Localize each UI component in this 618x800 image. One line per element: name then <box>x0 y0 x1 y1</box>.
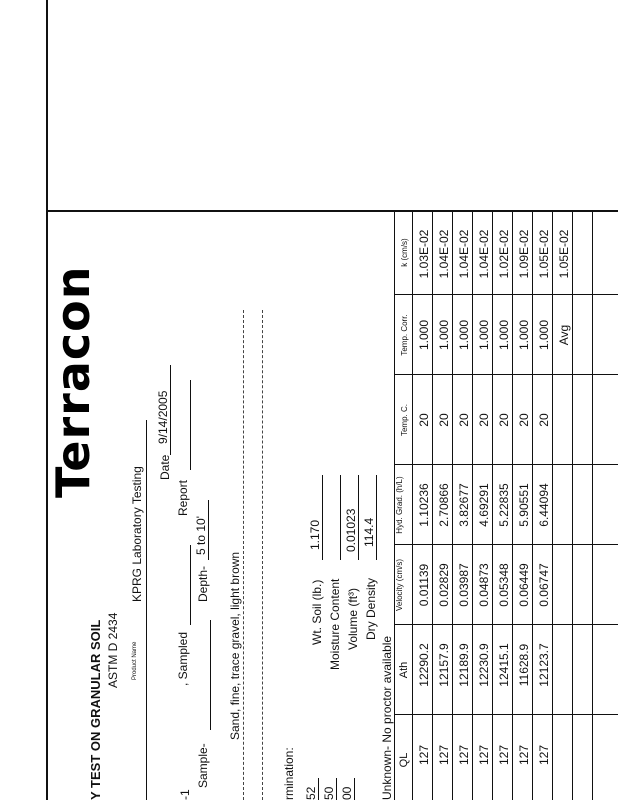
sample-underline <box>210 620 211 730</box>
cell-temp-c: 20 <box>417 413 431 427</box>
table-row-line <box>452 212 453 800</box>
cell-k: 1.05E-02 <box>537 229 551 279</box>
sampled-underline <box>190 545 191 625</box>
moisture-label: Moisture Content <box>328 578 342 670</box>
table-header-bottom-line <box>412 212 413 800</box>
table-col-divider <box>394 464 618 465</box>
determination-label: rmination: <box>282 747 296 800</box>
cell-velocity: 0.06747 <box>537 563 551 607</box>
cell-hyd-grad: 5.22835 <box>497 483 511 527</box>
cell-k: 1.09E-02 <box>517 229 531 279</box>
cell-velocity: 0.02829 <box>437 563 451 607</box>
table-row-line <box>572 212 573 800</box>
determination-fragment-3: 00 <box>340 786 354 800</box>
sampled-label: , Sampled <box>176 631 190 686</box>
cell-ql: 127 <box>417 744 431 766</box>
astm-standard: ASTM D 2434 <box>106 612 120 688</box>
table-row-line <box>492 212 493 800</box>
volume-underline <box>358 475 359 560</box>
table-col-divider <box>394 544 618 545</box>
volume-label: Volume (ft³) <box>346 587 360 650</box>
cell-temp-corr: 1.000 <box>437 319 451 351</box>
product-name-underline <box>146 420 147 800</box>
cell-temp-corr: 1.000 <box>517 319 531 351</box>
table-col-divider <box>394 294 618 295</box>
cell-ql: 127 <box>497 744 511 766</box>
cell-k: 1.04E-02 <box>457 229 471 279</box>
col-header-k: k (cm/s) <box>400 238 409 267</box>
col-header-temp-corr: Temp. Corr. <box>400 314 409 356</box>
cell-temp-corr: 1.000 <box>457 319 471 351</box>
cell-hyd-grad: 6.44094 <box>537 483 551 527</box>
cell-temp-corr: 1.000 <box>477 319 491 351</box>
col-header-velocity: Velocity (cm/s) <box>395 559 404 612</box>
cell-temp-corr: 1.000 <box>417 319 431 351</box>
cell-ql: 127 <box>477 744 491 766</box>
cell-velocity: 0.06449 <box>517 563 531 607</box>
cell-ath: 12157.9 <box>437 643 451 687</box>
table-row-line <box>512 212 513 800</box>
col-header-temp-c: Temp. C. <box>400 404 409 437</box>
cell-temp-c: 20 <box>537 413 551 427</box>
cell-ath: 12189.9 <box>457 643 471 687</box>
dry-density-underline <box>376 475 377 560</box>
report-underline <box>190 380 191 470</box>
determination-line-1 <box>318 778 319 800</box>
cell-k: 1.02E-02 <box>497 229 511 279</box>
cell-temp-c: 20 <box>437 413 451 427</box>
depth-value: 5 to 10' <box>194 516 208 555</box>
cell-ql: 127 <box>437 744 451 766</box>
table-col-divider <box>394 714 618 715</box>
document-title: Y TEST ON GRANULAR SOIL <box>88 619 103 800</box>
cell-ath: 12290.2 <box>417 643 431 687</box>
col-header-ath: Ath <box>398 661 410 679</box>
table-row-line <box>432 212 433 800</box>
left-fragment: -1 <box>178 789 192 800</box>
cell-k: 1.03E-02 <box>417 229 431 279</box>
cell-hyd-grad: 4.69291 <box>477 483 491 527</box>
cell-temp-c: 20 <box>517 413 531 427</box>
col-header-ql: QL <box>398 752 410 768</box>
col-header-hyd-grad: Hyd. Grad. (h/L) <box>395 476 404 534</box>
determination-line-2 <box>336 778 337 800</box>
soil-description: Sand, fine, trace gravel, light brown <box>228 551 242 740</box>
cell-hyd-grad: 3.82677 <box>457 483 471 527</box>
date-value: 9/14/2005 <box>156 390 170 444</box>
cell-ath: 12230.9 <box>477 643 491 687</box>
cell-hyd-grad: 5.90551 <box>517 483 531 527</box>
depth-underline <box>208 500 209 560</box>
proctor-note: Unknown- No proctor available <box>380 635 394 800</box>
date-label: Date <box>158 454 172 480</box>
table-row-line <box>472 212 473 800</box>
cell-velocity: 0.01139 <box>417 563 431 607</box>
cell-velocity: 0.05348 <box>497 563 511 607</box>
cell-hyd-grad: 2.70866 <box>437 483 451 527</box>
depth-label: Depth- <box>196 565 210 602</box>
wt-soil-underline <box>322 475 323 560</box>
sample-label: Sample- <box>196 743 210 788</box>
table-row-line <box>552 212 553 800</box>
dry-density-value: 114.4 <box>362 517 376 547</box>
description-line-2 <box>262 310 263 800</box>
table-row-line <box>592 212 593 800</box>
avg-k-value: 1.05E-02 <box>557 229 571 279</box>
moisture-underline <box>340 475 341 560</box>
wt-soil-label: Wt. Soil (lb.) <box>310 579 324 645</box>
product-name-value: KPRG Laboratory Testing <box>130 466 144 602</box>
volume-value: 0.01023 <box>344 508 358 552</box>
determination-line-3 <box>354 778 355 800</box>
cell-k: 1.04E-02 <box>477 229 491 279</box>
wt-soil-value: 1.170 <box>308 519 322 550</box>
cell-velocity: 0.03987 <box>457 563 471 607</box>
cell-temp-c: 20 <box>477 413 491 427</box>
product-name-label: Product Name <box>132 641 138 680</box>
cell-ath: 12123.7 <box>537 643 551 687</box>
cell-temp-c: 20 <box>457 413 471 427</box>
cell-temp-c: 20 <box>497 413 511 427</box>
cell-velocity: 0.04873 <box>477 563 491 607</box>
dry-density-label: Dry Density <box>364 577 378 640</box>
table-col-divider <box>394 624 618 625</box>
cell-temp-corr: 1.000 <box>537 319 551 351</box>
description-line-1 <box>243 310 244 800</box>
avg-label: Avg <box>557 324 571 346</box>
cell-ql: 127 <box>457 744 471 766</box>
cell-temp-corr: 1.000 <box>497 319 511 351</box>
table-col-divider <box>394 374 618 375</box>
report-label: Report <box>176 479 190 516</box>
cell-hyd-grad: 1.10236 <box>417 483 431 527</box>
determination-fragment-1: 52 <box>304 786 318 800</box>
cell-ath: 12415.1 <box>497 643 511 687</box>
cell-k: 1.04E-02 <box>437 229 451 279</box>
date-underline <box>170 365 171 455</box>
terracon-logo: Terracon <box>46 265 100 498</box>
table-row-line <box>532 212 533 800</box>
cell-ql: 127 <box>517 744 531 766</box>
determination-fragment-2: 50 <box>322 786 336 800</box>
cell-ath: 11628.9 <box>517 643 531 687</box>
cell-ql: 127 <box>537 744 551 766</box>
